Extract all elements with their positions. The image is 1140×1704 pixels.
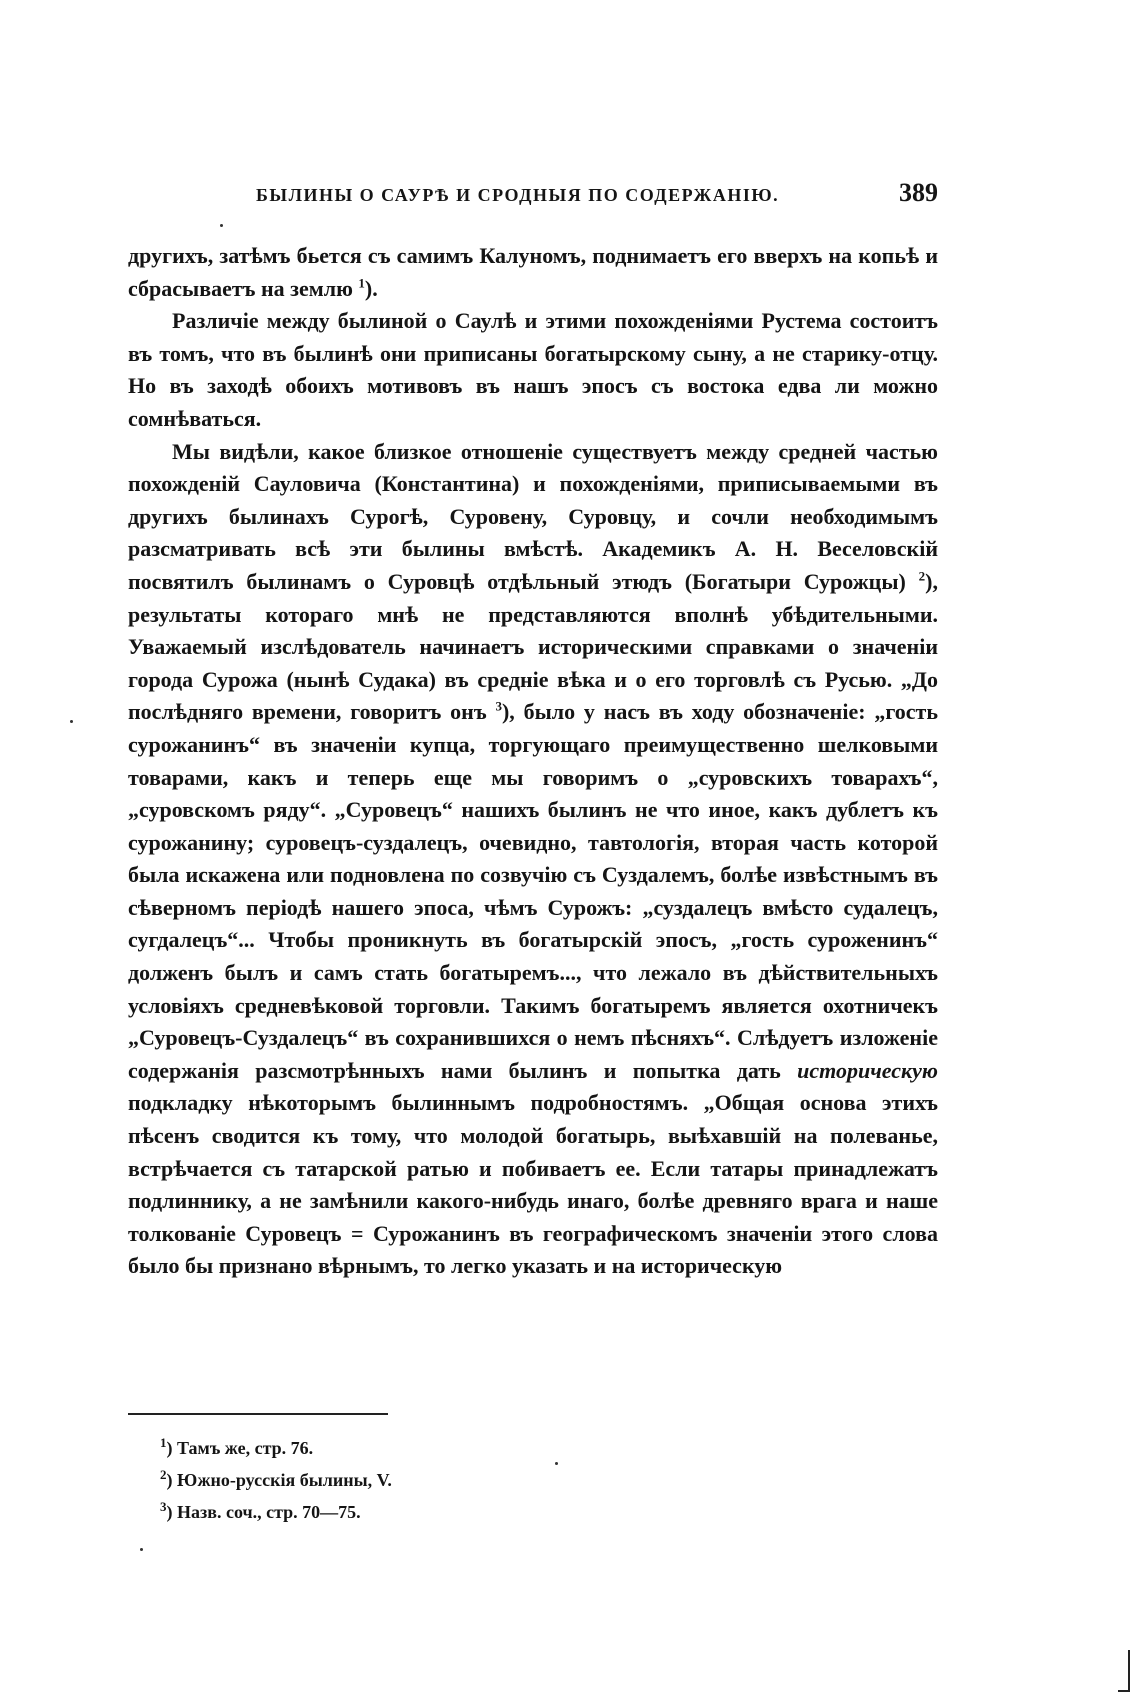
scan-speck (140, 1548, 143, 1551)
footnote-text: ) Назв. соч., стр. 70—75. (166, 1502, 361, 1522)
running-head: БЫЛИНЫ О САУРѢ И СРОДНЫЯ ПО СОДЕРЖАНІЮ. (256, 185, 780, 205)
text-run: ). (364, 275, 378, 301)
scan-corner-mark (1118, 1650, 1130, 1692)
text-run: подкладку нѣкоторымъ былиннымъ подробностямъ. „Общая основа этихъ пѣсенъ сводится къ тому, что молодой богатырь, выѣхавшій на полеванье, встрѣчается съ татарской ратью и побиваетъ ее. Если татары принадлежатъ подлиннику, а не замѣнили какого-нибудь инаго, болѣе древняго врага и наше толкованіе Суровецъ = Сурожанинъ въ географическомъ значеніи этого слова было бы признано вѣрнымъ, то легко указать и на историческую (128, 1090, 938, 1279)
main-text (128, 240, 938, 1283)
footnote-mark: 1 (160, 1435, 167, 1450)
footnote-mark: 3 (160, 1499, 167, 1514)
paragraph-3 (128, 436, 938, 1283)
footnote-3 (160, 1496, 392, 1528)
footnote-1 (160, 1432, 392, 1464)
footnote-text: ) Южно-русскія былины, V. (166, 1470, 392, 1490)
page-header (128, 178, 938, 208)
text-run: Мы видѣли, какое близкое отношеніе существуетъ между средней частью похожденій Сауловича (Константина) и похожденіями, приписываемыми въ другихъ былинахъ Сурогѣ, Суровену, Суровцу, и сочли необходимымъ разсматривать всѣ эти былины вмѣстѣ. Академикъ А. Н. Веселовскій посвятилъ былинамъ о Суровцѣ отдѣльный этюдъ (Богатыри Сурожцы) (128, 438, 938, 594)
footnote-ref: 3 (495, 698, 502, 714)
footnote-2 (160, 1464, 392, 1496)
paragraph-2: Различіе между былиной о Саулѣ и этими похожденіями Рустема состоитъ въ томъ, что въ былинѣ они приписаны богатырскому сыну, а не старику-отцу. Но въ заходѣ обоихъ мотивовъ въ нашъ эпосъ съ востока едва ли можно сомнѣваться. (128, 308, 938, 431)
footnote-ref: 2 (918, 568, 926, 584)
page-number: 389 (899, 178, 938, 207)
footnote-rule (128, 1413, 388, 1415)
footnotes (160, 1432, 392, 1528)
footnote-text: ) Тамъ же, стр. 76. (166, 1438, 314, 1458)
footnote-ref: 1 (358, 275, 365, 291)
italic-word: историческую (797, 1057, 938, 1083)
scan-speck (220, 224, 223, 227)
paragraph-1 (128, 240, 938, 305)
text-run: ), было у насъ въ ходу обозначеніе: „гость сурожанинъ“ въ значеніи купца, торгующаго преимущественно шелковыми товарами, какъ и теперь еще мы говоримъ о „суровскихъ товарахъ“, „суровскомъ ряду“. „Суровецъ“ нашихъ былинъ не что иное, какъ дублетъ къ сурожанину; суровецъ-суздалецъ, очевидно, тавтологія, вторая часть которой была искажена или подновлена по созвучію съ Суздалемъ, болѣе извѣстнымъ въ сѣверномъ періодѣ нашего эпоса, чѣмъ Сурожъ: „суздалецъ вмѣсто судалецъ, сугдалецъ“... Чтобы проникнуть въ богатырскій эпосъ, „гость суроженинъ“ долженъ былъ и самъ стать богатыремъ..., что лежало въ дѣйствительныхъ условіяхъ средневѣковой торговли. Такимъ богатыремъ является охотничекъ „Суровецъ-Суздалецъ“ въ сохранившихся о немъ пѣсняхъ“. Слѣдуетъ изложеніе содержанія разсмотрѣнныхъ нами былинъ и попытка дать (128, 699, 938, 1083)
text-run: другихъ, затѣмъ бьется съ самимъ Калуномъ, поднимаетъ его вверхъ на копьѣ и сбрасываетъ на землю (128, 243, 938, 301)
text-run: ), результаты котораго мнѣ не представляются вполнѣ убѣдительными. Уважаемый изслѣдователь начинаетъ историческими справками о значеніи города Сурожа (нынѣ Судака) въ средніе вѣка и о его торговлѣ съ Русью. „До послѣдняго времени, говоритъ онъ (128, 568, 938, 725)
scan-speck (70, 720, 73, 723)
footnote-mark: 2 (160, 1467, 167, 1482)
scan-speck (555, 1462, 558, 1465)
